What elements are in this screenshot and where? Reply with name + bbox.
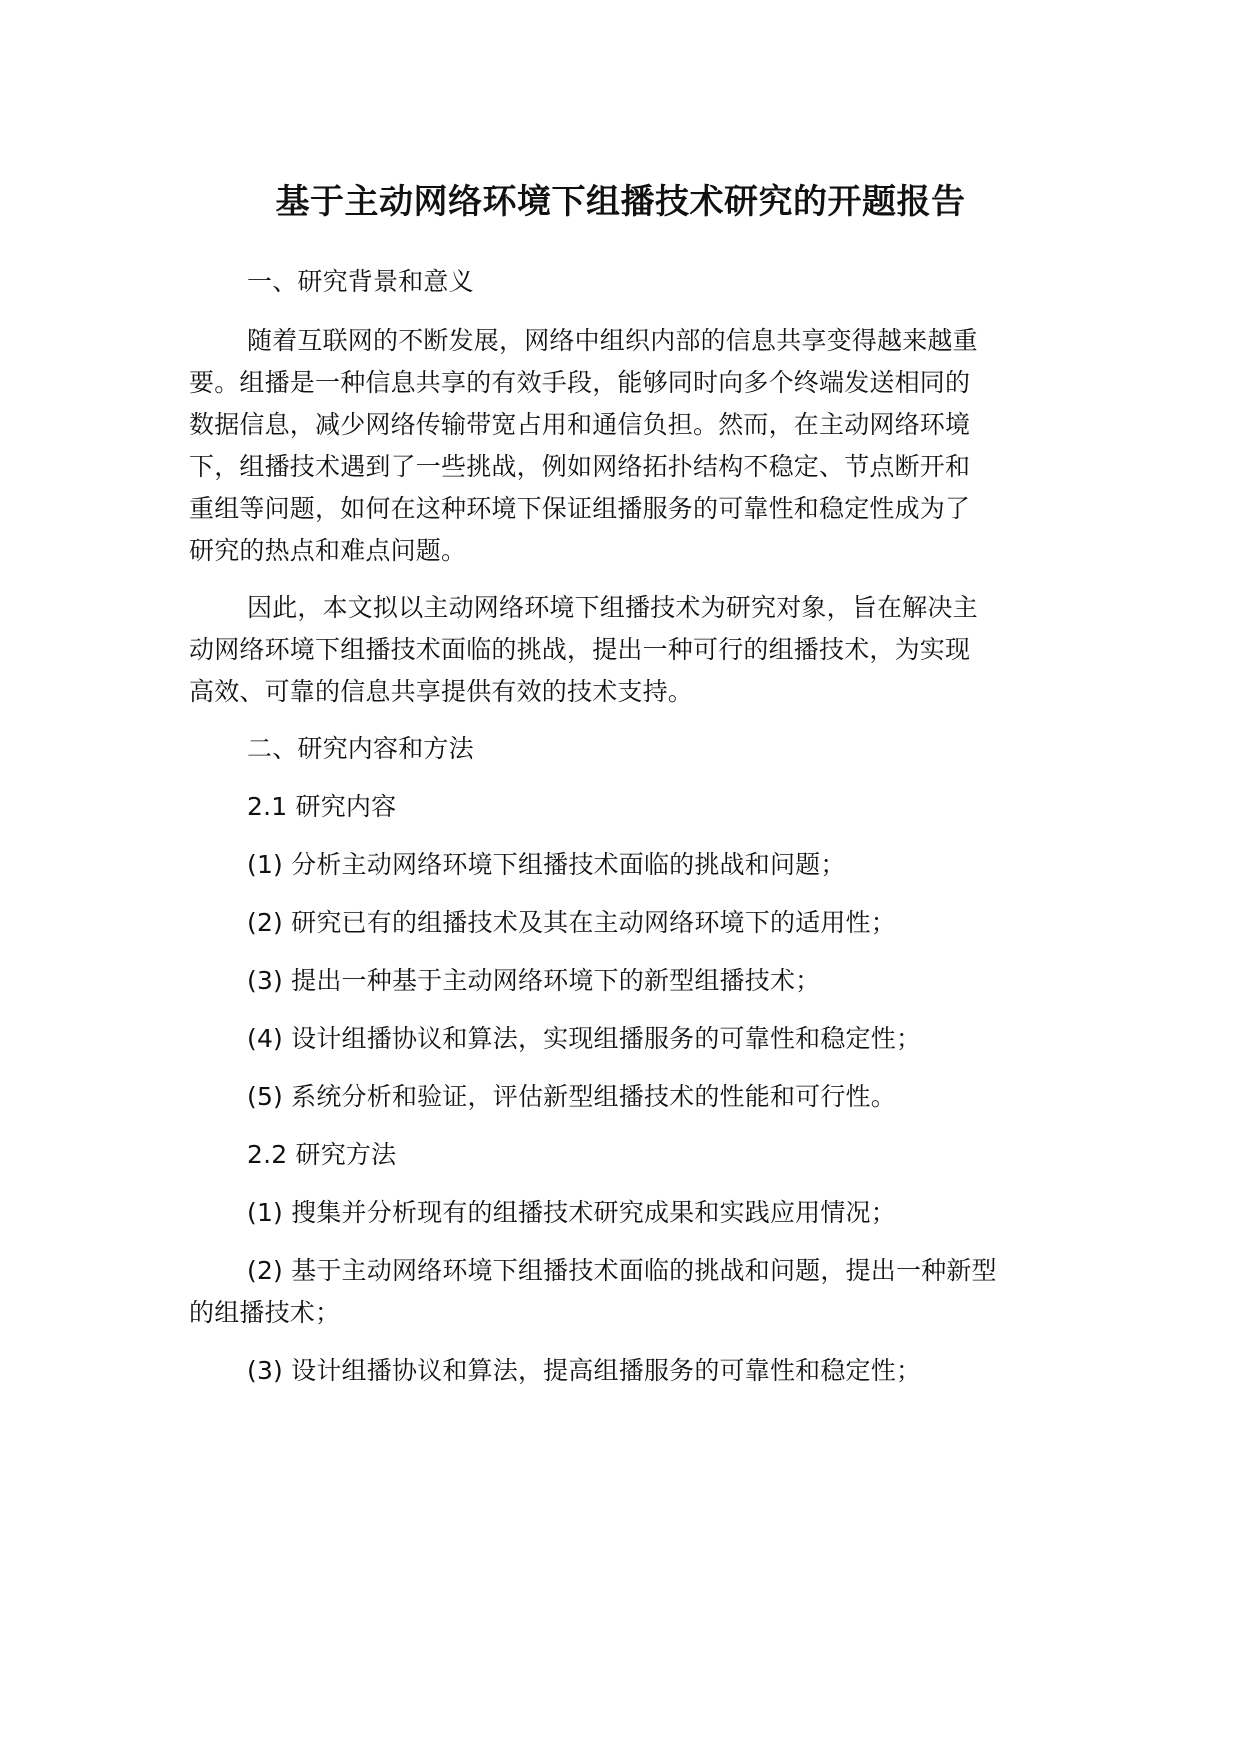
paragraph-line: 数据信息，减少网络传输带宽占用和通信负担。然而，在主动网络环境 (189, 410, 971, 439)
list-item: (4) 设计组播协议和算法，实现组播服务的可靠性和稳定性； (247, 1024, 922, 1053)
document-title: 基于主动网络环境下组播技术研究的开题报告 (275, 182, 966, 222)
list-item: (1) 搜集并分析现有的组播技术研究成果和实践应用情况； (247, 1198, 896, 1227)
list-item: (2) 研究已有的组播技术及其在主动网络环境下的适用性； (247, 908, 896, 937)
paragraph-line: 动网络环境下组播技术面临的挑战，提出一种可行的组播技术，为实现 (189, 635, 971, 664)
paragraph-line: 高效、可靠的信息共享提供有效的技术支持。 (189, 677, 694, 706)
section-heading-background: 一、研究背景和意义 (247, 267, 474, 296)
paragraph-line: 研究的热点和难点问题。 (189, 536, 467, 565)
list-item: (3) 设计组播协议和算法，提高组播服务的可靠性和稳定性； (247, 1356, 922, 1385)
section-heading-methods: 二、研究内容和方法 (247, 734, 474, 763)
list-item: (3) 提出一种基于主动网络环境下的新型组播技术； (247, 966, 821, 995)
list-item-continuation: 的组播技术； (189, 1298, 341, 1327)
paragraph-line: 因此，本文拟以主动网络环境下组播技术为研究对象，旨在解决主 (247, 593, 978, 622)
list-item: (1) 分析主动网络环境下组播技术面临的挑战和问题； (247, 850, 846, 879)
list-item: (2) 基于主动网络环境下组播技术面临的挑战和问题，提出一种新型 (247, 1256, 997, 1285)
paragraph-line: 要。组播是一种信息共享的有效手段，能够同时向多个终端发送相同的 (189, 368, 971, 397)
paragraph-line: 随着互联网的不断发展，网络中组织内部的信息共享变得越来越重 (247, 326, 978, 355)
subsection-heading-methods: 2.2 研究方法 (247, 1140, 397, 1169)
list-item: (5) 系统分析和验证，评估新型组播技术的性能和可行性。 (247, 1082, 896, 1111)
subsection-heading-content: 2.1 研究内容 (247, 792, 397, 821)
paragraph-line: 下，组播技术遇到了一些挑战，例如网络拓扑结构不稳定、节点断开和 (189, 452, 971, 481)
paragraph-line: 重组等问题，如何在这种环境下保证组播服务的可靠性和稳定性成为了 (189, 494, 971, 523)
